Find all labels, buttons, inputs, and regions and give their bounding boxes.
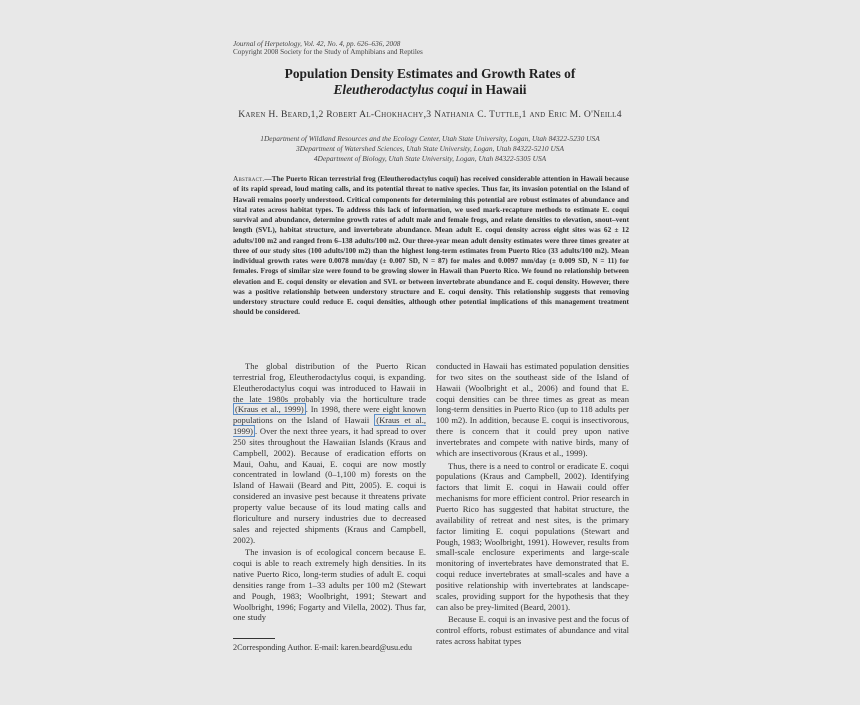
affiliation-4: 4Department of Biology, Utah State University, Logan, Utah 84322-5305 USA xyxy=(313,154,547,163)
affiliation-3: 3Department of Watershed Sciences, Utah State University, Logan, Utah 84322-5210 USA xyxy=(295,144,564,153)
paragraph-text: The global distribution of the Puerto Rican terrestrial frog, Eleutherodactylus coqui, is expanding. Eleutherodactylus coqui was introduced to Hawaii in the late 1980s probably via the horticulture trade xyxy=(233,361,426,404)
journal-citation: Journal of Herpetology, Vol. 42, No. 4, pp. 626–636, 2008 xyxy=(233,40,401,48)
abstract-text: —The Puerto Rican terrestrial frog (Eleutherodactylus coqui) has received considerable attention in Hawaii because of its rapid spread, loud mating calls, and its potential threat to native species. Thus far, its invasion potential on the Island of Hawaii remains poorly understood. Critical components for determining this potential are robust estimates of abundance and vital rates across habitat types. To address this lack of information, we used mark-recapture methods to estimate E. coqui survival and abundance, determine growth rates of adult male and female frogs, and relate densities to elevation, snout–vent length (SVL), habitat structure, and invertebrate abundance. Mean adult E. coqui density across eight sites was 62 ± 12 adults/100 m2 and ranged from 6–138 adults/100 m2. Our three-year mean adult density estimates were three times greater at three of our study sites (100 adults/100 m2) than the highest long-term estimates from Puerto Rico (33 adults/100 m2). Mean individual growth rates were 0.0078 mm/day (± 0.007 SD, N = 87) for males and 0.0097 mm/day (± 0.009 SD, N = 11) for females. Frogs of similar size were found to be growing slower in Hawaii than Puerto Rico. We found no relationship between elevation and E. coqui density or elevation and SVL or between invertebrate abundance and E. coqui density. However, there was a positive relationship between understory structure and E. coqui density. This relationship suggests that removing understory structure could reduce E. coqui densities, although other potential implications of this management treatment should be considered. xyxy=(233,174,629,317)
body-column-right xyxy=(436,361,629,647)
title-location: in Hawaii xyxy=(467,82,527,97)
paragraph xyxy=(233,361,426,545)
paragraph-text: . In 1998, there were eight known populations on the Island of Hawaii xyxy=(233,404,427,426)
citation-link-kraus-1999[interactable]: (Kraus et al., 1999) xyxy=(235,404,304,415)
affiliations xyxy=(180,134,680,164)
paragraph: conducted in Hawaii has estimated population densities for two sites on the southeast side of the Island of Hawaii (Woolbright et al., 2006) and found that E. coqui densities can be three times as great as mean long-term densities in Puerto Rico (up to 118 adults per 100 m2). In addition, because E. coqui is insectivorous, there is concern that it could prey upon native invertebrates and compete with native birds, many of which are insectivorous (Kraus et al., 1999). xyxy=(436,361,629,458)
journal-header xyxy=(233,40,423,56)
title-line-2 xyxy=(180,82,680,98)
citation-link-kraus-1999-b[interactable]: (Kraus et al., 1999) xyxy=(233,415,426,437)
footnote-divider xyxy=(233,638,275,639)
title-species: Eleutherodactylus coqui xyxy=(333,82,468,97)
journal-copyright: Copyright 2008 Society for the Study of Amphibians and Reptiles xyxy=(233,48,423,56)
abstract-lead: Abstract. xyxy=(233,174,265,183)
corresponding-author-footnote: 2Corresponding Author. E-mail: karen.beard@usu.edu xyxy=(233,643,412,652)
paragraph: Thus, there is a need to control or eradicate E. coqui populations (Kraus and Campbell, 2002). Identifying factors that limit E. coqui in Hawaii could offer mechanisms for more efficient control. Prior research in Puerto Rico has suggested that habitat structure, the availability of retreat and nest sites, is the primary factor limiting E. coqui populations (Stewart and Pough, 1983; Woolbright, 1991). However, results from small-scale enclosure experiments and large-scale monitoring of invertebrates have demonstrated that E. coqui reduce invertebrates at small-scales and have a positive relationship with invertebrates at landscape-scales, providing support for the hypothesis that they can also be prey-limited (Beard, 2001). xyxy=(436,460,629,612)
paper-title xyxy=(180,66,680,98)
affiliation-1: 1Department of Wildland Resources and the Ecology Center, Utah State University, Logan, Utah 84322-5230 USA xyxy=(260,134,600,143)
title-line-1: Population Density Estimates and Growth Rates of xyxy=(284,66,576,81)
paragraph: Because E. coqui is an invasive pest and the focus of control efforts, robust estimates of abundance and vital rates across habitat types xyxy=(436,614,629,647)
abstract xyxy=(233,174,629,318)
body-column-left xyxy=(233,361,426,623)
paragraph: The invasion is of ecological concern because E. coqui is able to reach extremely high densities. In its native Puerto Rico, long-term studies of adult E. coqui densities range from 1–33 adults per 100 m2 (Stewart and Pough, 1983; Woolbright, 1991; Stewart and Woolbright, 1996; Fogarty and Vilella, 2002). Thus far, one study xyxy=(233,547,426,623)
author-list: Karen H. Beard,1,2 Robert Al-Chokhachy,3 Nathania C. Tuttle,1 and Eric M. O'Neill4 xyxy=(238,109,622,120)
paragraph-text: . Over the next three years, it had spread to over 250 sites throughout the Hawaiian Islands (Kraus and Campbell, 2002). Because of eradication efforts on Maui, Oahu, and Kauai, E. coqui are now mostly concentrated in lowland (0–1,100 m) forests on the Island of Hawaii (Beard and Pitt, 2005). E. coqui is considered an invasive pest because it threatens private property value because of its loud mating calls and floriculture and nursery industries due to decreased sales and rejected shipments (Kraus and Campbell, 2002). xyxy=(233,426,426,545)
